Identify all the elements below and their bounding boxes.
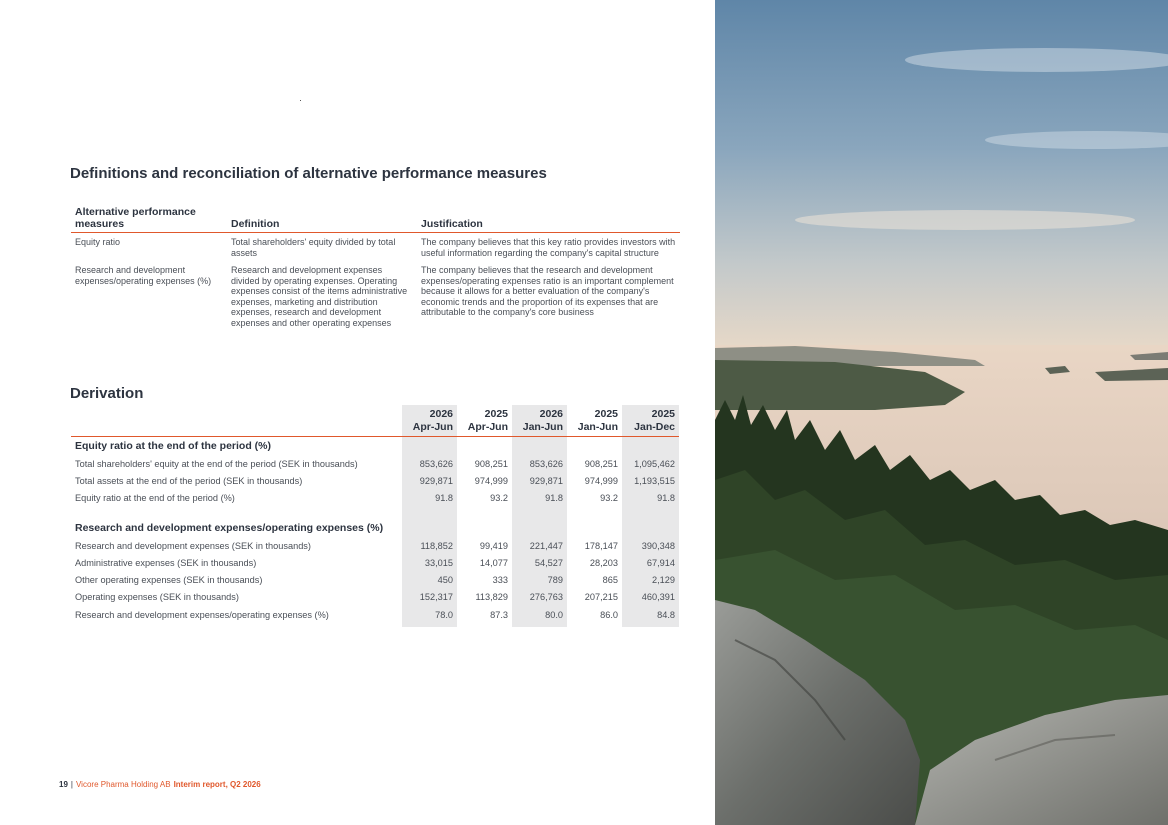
group-spacer [71,507,679,519]
group-heading-equity-ratio: Equity ratio at the end of the period (%) [75,440,272,452]
report-name: Interim report, Q2 2026 [173,780,261,789]
landscape-photo [715,0,1168,825]
table-row: Other operating expenses (SEK in thousands) 450 333 789 865 2,129 [75,575,675,586]
column-header: 2026 Jan-Jun [522,408,563,433]
column-header: 2025 Jan-Jun [577,408,618,433]
apm-definition: Research and development expenses divided by operating expenses. Operating expenses consist of the items administrative expenses, marketing and distribution expenses, research and development expenses and other operating expenses [231,265,408,328]
apm-measure: Research and development expenses/operating expenses (%) [75,265,212,286]
header-spacer [71,405,402,436]
company-name: Vicore Pharma Holding AB [75,780,171,789]
table-row: Administrative expenses (SEK in thousands) 33,015 14,077 54,527 28,203 67,914 [75,557,675,568]
column-header: 2026 Apr-Jun [412,408,453,433]
section-title: Definitions and reconciliation of alternative performance measures [70,165,547,182]
apm-table-header [71,206,680,233]
apm-justification: The company believes that this key ratio provides investors with useful information regarding the company's capital structure [421,237,676,258]
apm-row-rd-ratio [71,258,680,328]
table-row: Total shareholders' equity at the end of the period (SEK in thousands) 853,626 908,251 853,626 908,251 1,095,462 [75,458,675,469]
derivation-title: Derivation [70,385,144,402]
table-row: Equity ratio at the end of the period (%) 91.8 93.2 91.8 93.2 91.8 [75,493,675,504]
group-heading-rd-ratio: Research and development expenses/operating expenses (%) [75,521,384,534]
apm-header-justification: Justification [421,218,483,230]
table-row: Research and development expenses/operating expenses (%) 78.0 87.3 80.0 86.0 84.8 [75,609,675,620]
apm-table [71,206,680,328]
derivation-table [71,405,679,623]
table-row: Research and development expenses (SEK in thousands) 118,852 99,419 221,447 178,147 390,348 [75,540,675,551]
page-number: 19 [59,780,68,789]
apm-definition: Total shareholders' equity divided by total assets [231,237,396,258]
column-header: 2025 Jan-Dec [634,408,675,433]
footer-separator: | [70,780,73,789]
apm-row-equity-ratio [71,233,680,258]
apm-measure: Equity ratio [75,237,121,247]
stray-dot [300,100,301,101]
table-row: Operating expenses (SEK in thousands) 152,317 113,829 276,763 207,215 460,391 [75,592,675,603]
derivation-header [71,405,679,437]
apm-justification: The company believes that the research and development expenses/operating expenses ratio is an important complement because it allows for a better evaluation of the company's economic trends and the proportion of its expenses that are attributable to the company's core business [421,265,674,317]
table-row: Total assets at the end of the period (SEK in thousands) 929,871 974,999 929,871 974,999 1,193,515 [75,475,675,486]
apm-header-measure: Alternative performance measures [75,206,196,230]
page-footer [59,780,261,789]
column-header: 2025 Apr-Jun [467,408,508,433]
apm-header-definition: Definition [231,218,280,230]
